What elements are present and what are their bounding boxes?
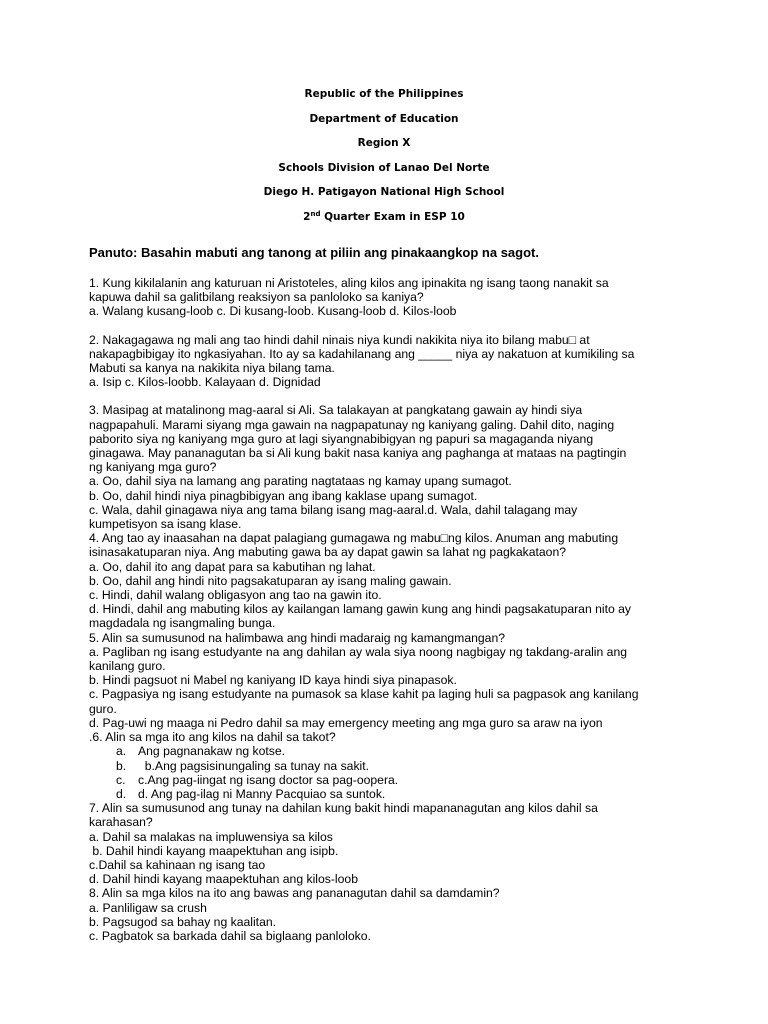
answer-choice: c. Pagbatok sa barkada dahil sa biglaang panloloko.: [89, 928, 371, 943]
answer-choice: a. Oo, dahil siya na lamang ang parating nagtataas ng kamay upang sumagot.: [89, 474, 512, 489]
answer-choice: d. Pag-uwi ng maaga ni Pedro dahil sa may emergency meeting ang mga guro sa araw na iyon: [89, 715, 603, 730]
answer-choice: c. Wala, dahil ginagawa niya ang tama bilang isang mag-aaral.d. Wala, dahil talagang may: [89, 502, 578, 517]
answer-choice: guro.: [89, 701, 117, 716]
quarter-suffix: nd: [310, 209, 321, 218]
question-line: nakapagbibigay ito ngkasiyahan. Ito ay sa kadahilanang ang _____ niya ay nakatuon at kumikiling sa: [89, 346, 635, 361]
question-3: [89, 403, 689, 531]
answer-choice: [89, 759, 689, 773]
header-department: Department of Education: [309, 112, 459, 125]
answer-choice: b. Oo, dahil ang hindi nito pagsakatuparan ay isang maling gawain.: [89, 573, 452, 588]
quarter-number: 2: [303, 210, 311, 223]
answer-choice: a. Pagliban ng isang estudyante na ang dahilan ay wala siya noong nagbigay ng takdang-aralin ang: [89, 644, 628, 659]
question-line: kapuwa dahil sa galitbilang reaksiyon sa panloloko sa kaniya?: [89, 290, 424, 305]
answer-choice: [89, 744, 689, 758]
header-region: Region X: [357, 137, 411, 149]
question-line: ng kaniyang mga guro?: [89, 460, 217, 475]
header-school: Diego H. Patigayon National High School: [263, 186, 505, 198]
question-line: 5. Alin sa sumusunod na halimbawa ang hindi madaraig ng kamangmangan?: [89, 630, 505, 645]
answer-choice: c. Hindi, dahil walang obligasyon ang tao na gawin ito.: [89, 588, 382, 603]
question-line: .6. Alin sa mga ito ang kilos na dahil sa takot?: [89, 730, 336, 745]
question-line: 7. Alin sa sumusunod ang tunay na dahilan kung bakit hindi mapananagutan ang kilos dahil sa: [89, 801, 598, 816]
question-line: karahasan?: [89, 815, 153, 830]
answer-choice: magdadala ng isangmaling bunga.: [89, 616, 276, 631]
answer-choice: a. Oo, dahil ito ang dapat para sa kabutihan ng lahat.: [89, 559, 376, 574]
answer-choices: a. Isip c. Kilos-loobb. Kalayaan d. Dignidad: [89, 375, 321, 390]
answer-choice: d. Dahil hindi kayang maapektuhan ang kilos-loob: [89, 872, 358, 887]
header-exam-title: [0, 209, 768, 234]
question-line: isinasakatuparan niya. Ang mabuting gawa ba ay dapat gawin sa lahat ng pagkakataon?: [89, 545, 567, 560]
question-list: [89, 276, 689, 943]
question-line: nagpapahuli. Marami siyang mga gawain na nagpapatunay ng kaniyang galing. Dahil dito, naging: [89, 417, 615, 432]
choice-text: Ang pagnanakaw ng kotse.: [138, 744, 286, 759]
header-republic: Republic of the Philippines: [304, 88, 464, 100]
question-5: [89, 631, 689, 730]
question-line: 3. Masipag at matalinong mag-aaral si Ali. Sa talakayan at pangkatang gawain ay hindi siya: [89, 403, 583, 418]
question-4: [89, 531, 689, 630]
answer-choice: [89, 787, 689, 801]
choice-text: b.Ang pagsisinungaling sa tunay na sakit.: [138, 758, 370, 773]
question-line: 4. Ang tao ay inaasahan na dapat palagiang gumagawa ng mabu□ng kilos. Anuman ang mabuting: [89, 531, 619, 546]
choice-label: d.: [116, 786, 127, 801]
question-line: paborito siya ng kaniyang mga guro at lagi siyangnabibigyan ng papuri sa magaganda niyang: [89, 431, 594, 446]
answer-choice: b. Dahil hindi kayang maapektuhan ang isipb.: [89, 843, 339, 858]
answer-choice: c. Pagpasiya ng isang estudyante na pumasok sa klase kahit pa laging huli sa pagpasok ang kanilang: [89, 687, 639, 702]
question-2: [89, 333, 689, 390]
answer-choices: a. Walang kusang-loob c. Di kusang-loob. Kusang-loob d. Kilos-loob: [89, 304, 457, 319]
header-division: Schools Division of Lanao Del Norte: [278, 161, 490, 174]
question-line: 1. Kung kikilalanin ang katuruan ni Aristoteles, aling kilos ang ipinakita ng isang taong nanakit sa: [89, 276, 609, 290]
answer-choice: a. Dahil sa malakas na impluwensiya sa kilos: [89, 829, 333, 844]
document-header: [0, 86, 768, 233]
exam-title-rest: Quarter Exam in ESP 10: [320, 210, 465, 223]
answer-choice: b. Pagsugod sa bahay ng kaalitan.: [89, 914, 277, 929]
question-line: 8. Alin sa mga kilos na ito ang bawas ang pananagutan dahil sa damdamin?: [89, 886, 500, 901]
choice-label: b.: [116, 758, 127, 773]
choice-label: c.: [116, 772, 126, 787]
answer-choice: d. Hindi, dahil ang mabuting kilos ay kailangan lamang gawin kung ang hindi pagsakatuparan nito ay: [89, 602, 632, 617]
question-6: [89, 730, 689, 801]
answer-choice: b. Hindi pagsuot ni Mabel ng kaniyang ID kaya hindi siya pinapasok.: [89, 673, 457, 688]
choice-text: c.Ang pag-iingat ng isang doctor sa pag-oopera.: [138, 772, 399, 787]
choice-label: a.: [116, 744, 127, 759]
instructions: Panuto: Basahin mabuti ang tanong at piliin ang pinakaangkop na sagot.: [89, 245, 539, 260]
answer-choice: c.Dahil sa kahinaan ng isang tao: [89, 857, 266, 872]
question-line: 2. Nakagagawa ng mali ang tao hindi dahil ninais niya kundi nakikita niya ito bilang mabu□ at: [89, 332, 590, 347]
question-1: [89, 276, 689, 319]
answer-choice: a. Panliligaw sa crush: [89, 900, 207, 915]
question-line: ginagawa. May pananagutan ba si Ali kung bakit nasa kaniya ang paghanga at mataas na pagtingin: [89, 446, 627, 461]
choice-text: d. Ang pag-ilag ni Manny Pacquiao sa suntok.: [138, 786, 386, 801]
answer-choice: b. Oo, dahil hindi niya pinagbibigyan ang ibang kaklase upang sumagot.: [89, 488, 478, 503]
answer-choice: [89, 773, 689, 787]
answer-choice: kanilang guro.: [89, 659, 166, 674]
answer-choice: kumpetisyon sa isang klase.: [89, 517, 242, 532]
question-8: [89, 886, 689, 943]
question-line: Mabuti sa kanya na nakikita niya bilang tama.: [89, 361, 335, 376]
question-7: [89, 801, 689, 886]
